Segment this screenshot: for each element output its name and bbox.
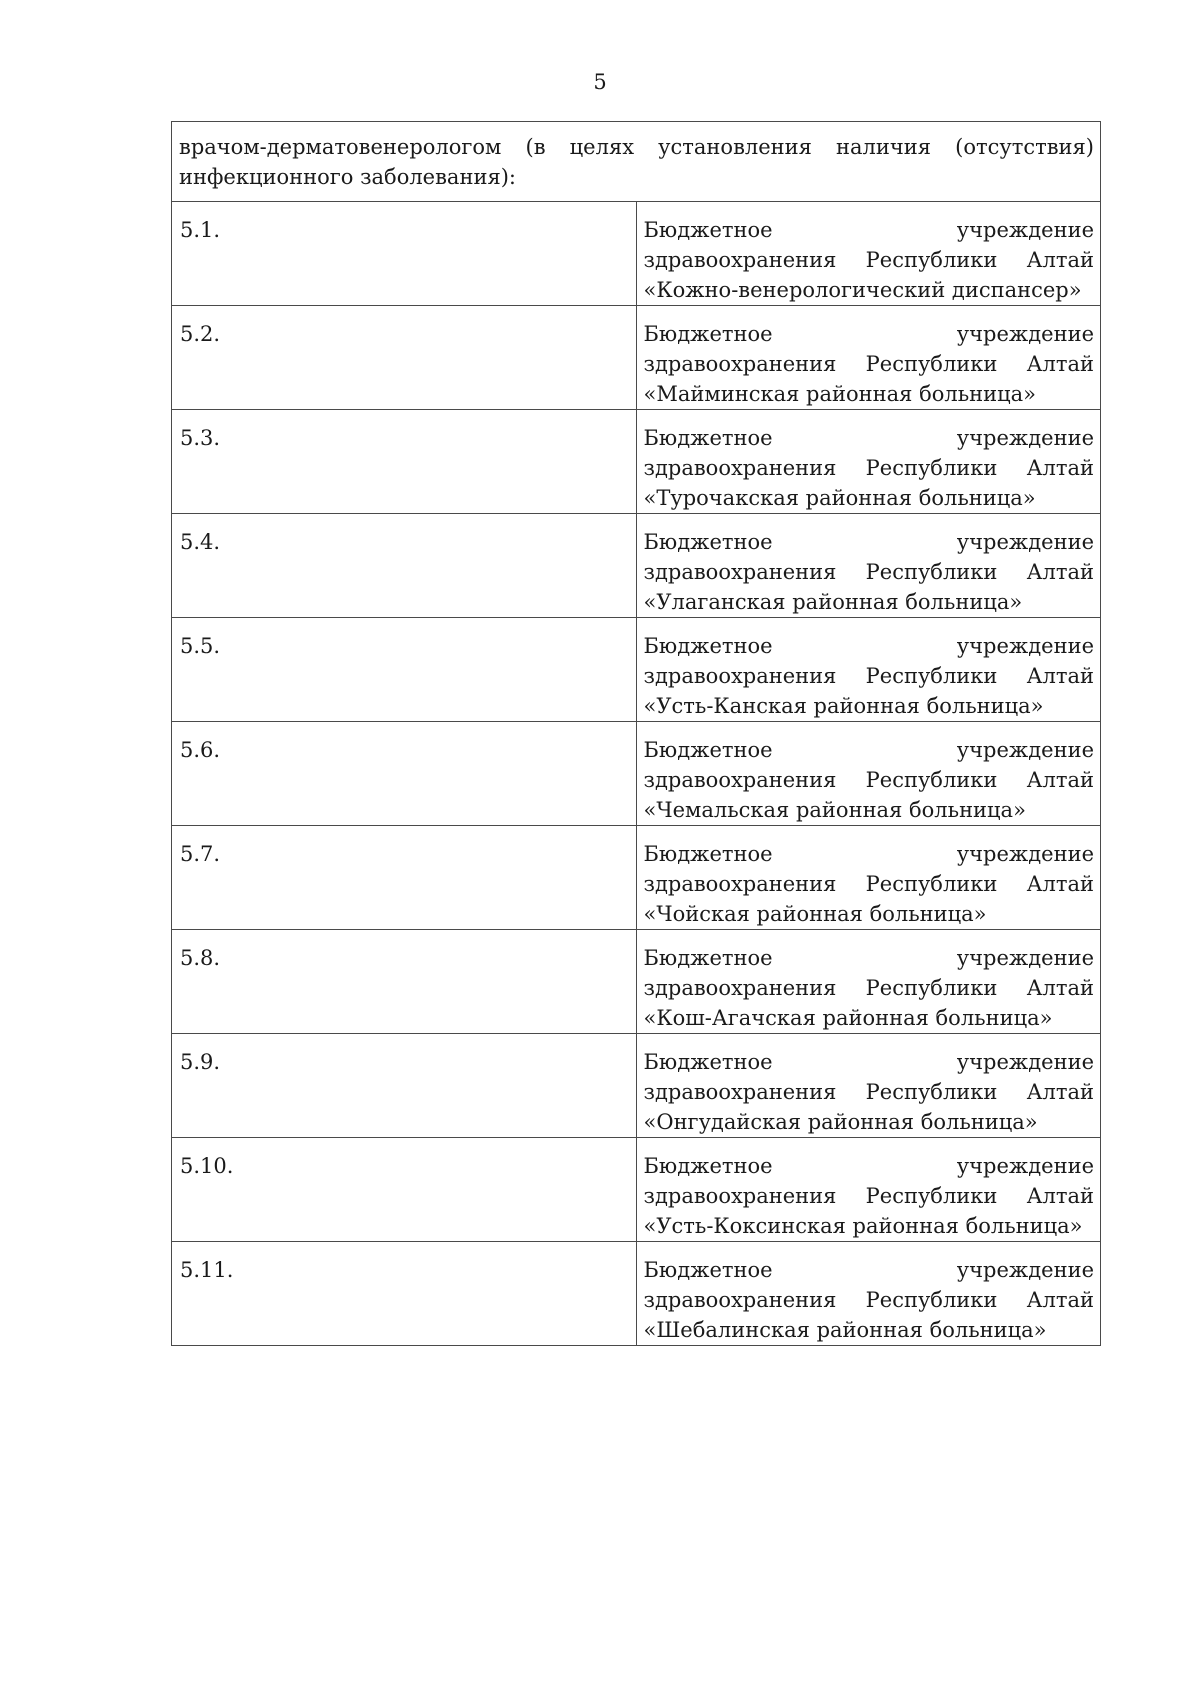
institution-name: Бюджетное учреждение здравоохранения Республики Алтай «Кош-Агачская районная больница» [636, 930, 1101, 1034]
table-row [172, 514, 1101, 618]
table-row [172, 306, 1101, 410]
row-number: 5.10. [172, 1138, 637, 1242]
table-row [172, 410, 1101, 514]
row-number: 5.3. [172, 410, 637, 514]
table-row [172, 1242, 1101, 1346]
institution-name: Бюджетное учреждение здравоохранения Республики Алтай «Чойская районная больница» [636, 826, 1101, 930]
institution-name: Бюджетное учреждение здравоохранения Республики Алтай «Усть-Канская районная больница» [636, 618, 1101, 722]
table-row [172, 930, 1101, 1034]
institution-name: Бюджетное учреждение здравоохранения Республики Алтай «Улаганская районная больница» [636, 514, 1101, 618]
institution-name: Бюджетное учреждение здравоохранения Республики Алтай «Кожно-венерологический диспансер» [636, 202, 1101, 306]
table-header-row [172, 122, 1101, 202]
table-row [172, 1138, 1101, 1242]
row-number: 5.2. [172, 306, 637, 410]
institution-name: Бюджетное учреждение здравоохранения Республики Алтай «Усть-Коксинская районная больница» [636, 1138, 1101, 1242]
table-row [172, 826, 1101, 930]
institution-name: Бюджетное учреждение здравоохранения Республики Алтай «Турочакская районная больница» [636, 410, 1101, 514]
table-row [172, 618, 1101, 722]
table-row [172, 722, 1101, 826]
institution-name: Бюджетное учреждение здравоохранения Республики Алтай «Майминская районная больница» [636, 306, 1101, 410]
row-number: 5.9. [172, 1034, 637, 1138]
table-row [172, 1034, 1101, 1138]
row-number: 5.5. [172, 618, 637, 722]
table-row [172, 202, 1101, 306]
row-number: 5.1. [172, 202, 637, 306]
institutions-table [171, 121, 1101, 1346]
institution-name: Бюджетное учреждение здравоохранения Республики Алтай «Шебалинская районная больница» [636, 1242, 1101, 1346]
row-number: 5.4. [172, 514, 637, 618]
row-number: 5.11. [172, 1242, 637, 1346]
page-number: 5 [593, 70, 607, 94]
institution-name: Бюджетное учреждение здравоохранения Республики Алтай «Онгудайская районная больница» [636, 1034, 1101, 1138]
row-number: 5.8. [172, 930, 637, 1034]
row-number: 5.6. [172, 722, 637, 826]
institution-name: Бюджетное учреждение здравоохранения Республики Алтай «Чемальская районная больница» [636, 722, 1101, 826]
row-number: 5.7. [172, 826, 637, 930]
table-header-text: врачом-дерматовенерологом (в целях установления наличия (отсутствия) инфекционного заболевания): [172, 122, 1101, 202]
